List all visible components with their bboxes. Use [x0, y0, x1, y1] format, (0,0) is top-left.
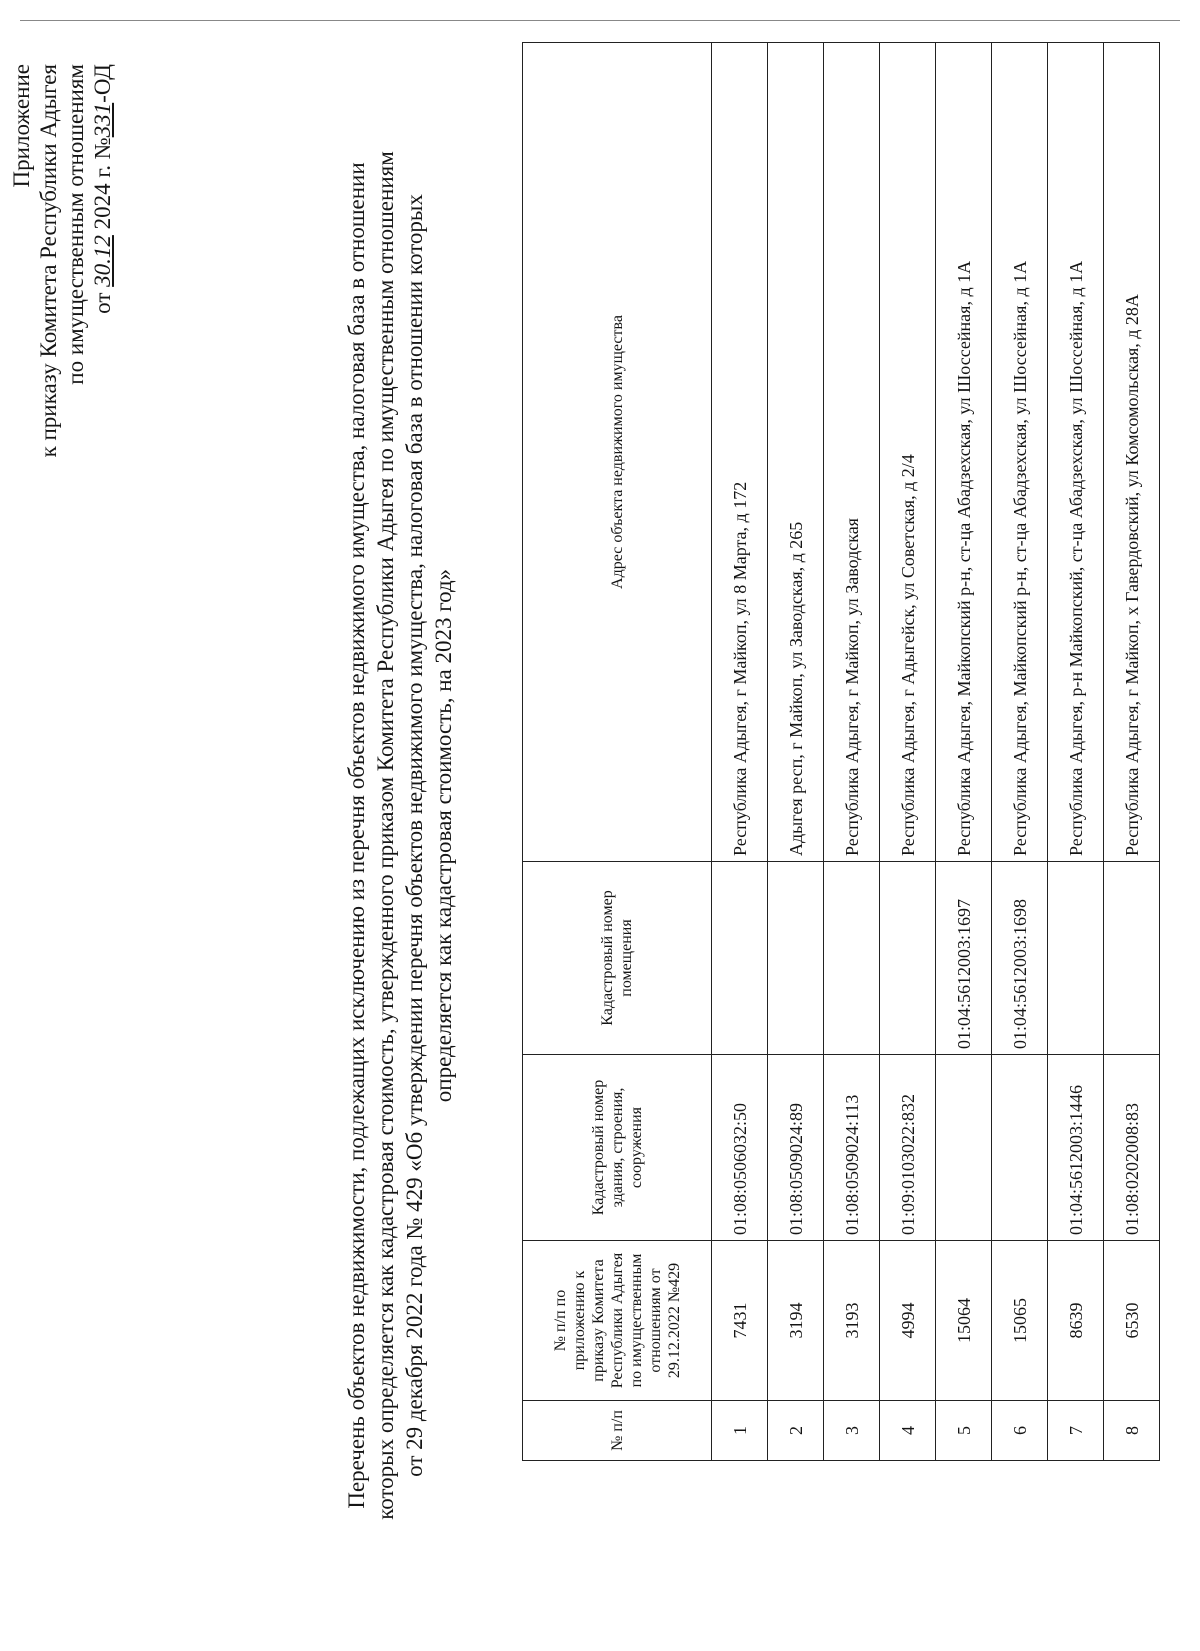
- cell-building: 01:08:0509024:113: [824, 1055, 880, 1241]
- number-suffix: -ОД: [90, 64, 115, 103]
- cell-ref: 7431: [712, 1241, 768, 1401]
- cell-ref: 3193: [824, 1241, 880, 1401]
- handwritten-number: 331: [90, 102, 115, 138]
- cell-building: 01:08:0509024:89: [768, 1055, 824, 1241]
- cell-address: Республика Адыгея, г Майкоп, ул 8 Марта, д 172: [712, 43, 768, 862]
- cell-address: Адыгея респ, г Майкоп, ул Заводская, д 265: [768, 43, 824, 862]
- cell-building: 01:09:0103022:832: [880, 1055, 936, 1241]
- table-header-row: [523, 43, 712, 1461]
- cell-building: 01:08:0202008:83: [1104, 1055, 1160, 1241]
- appendix-header: [8, 64, 116, 457]
- table-row: [1104, 43, 1160, 1461]
- cell-room: [824, 862, 880, 1055]
- date-prefix: от: [90, 292, 115, 314]
- cell-number: 6: [992, 1401, 1048, 1461]
- cell-number: 5: [936, 1401, 992, 1461]
- appendix-order-ref: к приказу Комитета Республики Адыгея: [36, 64, 61, 458]
- cell-address: Республика Адыгея, г Майкоп, х Гавердовский, ул Комсомольская, д 28А: [1104, 43, 1160, 862]
- cell-address: Республика Адыгея, р-н Майкопский, ст-ца Абадзехская, ул Шоссейная, д 1А: [1048, 43, 1104, 862]
- table-row: [768, 43, 824, 1461]
- cell-building: [936, 1055, 992, 1241]
- appendix-label: Приложение: [9, 64, 34, 188]
- cell-number: 4: [880, 1401, 936, 1461]
- cell-room: [1048, 862, 1104, 1055]
- cell-room: [712, 862, 768, 1055]
- cell-room: [880, 862, 936, 1055]
- date-year: 2024 г. №: [90, 137, 115, 230]
- cell-number: 7: [1048, 1401, 1104, 1461]
- cell-building: [992, 1055, 1048, 1241]
- cell-address: Республика Адыгея, г Майкоп, ул Заводская: [824, 43, 880, 862]
- cell-room: 01:04:5612003:1698: [992, 862, 1048, 1055]
- appendix-committee: по имущественным отношениям: [63, 64, 88, 385]
- header-address: Адрес объекта недвижимого имущества: [523, 43, 712, 862]
- handwritten-date: 30.12: [90, 235, 115, 287]
- cell-address: Республика Адыгея, г Адыгейск, ул Советская, д 2/4: [880, 43, 936, 862]
- header-number: № п/п: [523, 1401, 712, 1461]
- cell-address: Республика Адыгея, Майкопский р-н, ст-ца Абадзехская, ул Шоссейная, д 1А: [992, 43, 1048, 862]
- table-row: [712, 43, 768, 1461]
- cell-ref: 15065: [992, 1241, 1048, 1401]
- cell-room: [768, 862, 824, 1055]
- header-building-cadastral: Кадастровый номер здания, строения, сооружения: [523, 1055, 712, 1241]
- cell-ref: 4994: [880, 1241, 936, 1401]
- property-table: [522, 42, 1160, 1461]
- cell-number: 1: [712, 1401, 768, 1461]
- table-row: [992, 43, 1048, 1461]
- cell-address: Республика Адыгея, Майкопский р-н, ст-ца Абадзехская, ул Шоссейная, д 1А: [936, 43, 992, 862]
- cell-building: 01:08:0506032:50: [712, 1055, 768, 1241]
- appendix-date-line: [89, 64, 116, 457]
- cell-room: 01:04:5612003:1697: [936, 862, 992, 1055]
- cell-building: 01:04:5612003:1446: [1048, 1055, 1104, 1241]
- table-row: [936, 43, 992, 1461]
- scan-edge-line: [20, 20, 1180, 21]
- cell-ref: 15064: [936, 1241, 992, 1401]
- header-appendix-number: № п/п по приложению к приказу Комитета Республики Адыгея по имущественным отношениям от 29.12.2022 №429: [523, 1241, 712, 1401]
- table-row: [1048, 43, 1104, 1461]
- cell-number: 8: [1104, 1401, 1160, 1461]
- cell-number: 2: [768, 1401, 824, 1461]
- cell-ref: 3194: [768, 1241, 824, 1401]
- cell-ref: 8639: [1048, 1241, 1104, 1401]
- cell-room: [1104, 862, 1160, 1055]
- cell-number: 3: [824, 1401, 880, 1461]
- table-row: [880, 43, 936, 1461]
- header-room-cadastral: Кадастровый номер помещения: [523, 862, 712, 1055]
- document-title: Перечень объектов недвижимости, подлежащих исключению из перечня объектов недвижимого имущества, налоговая база в отношении которых определяется как кадастровая стоимость, утвержденного приказом Комитета Республики Адыгея по имущественным отношениям от 29 декабря 2022 года № 429 «Об утверждении перечня объектов недвижимого имущества, налоговая база в отношении которых определяется как кадастровая стоимость, на 2023 год»: [344, 151, 456, 1520]
- table-row: [824, 43, 880, 1461]
- cell-ref: 6530: [1104, 1241, 1160, 1401]
